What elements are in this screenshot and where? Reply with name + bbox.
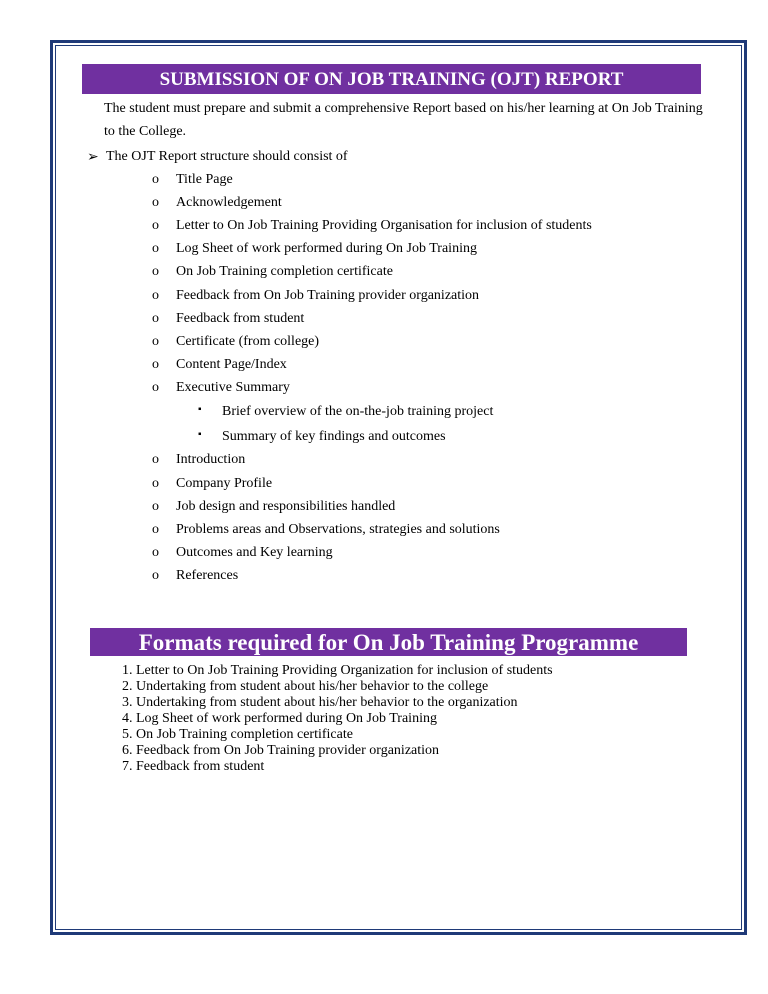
arrow-bullet-icon: ➢: [87, 150, 99, 165]
square-bullet-icon: ▪: [198, 404, 202, 415]
circle-bullet-icon: o: [152, 499, 159, 514]
circle-bullet-icon: o: [152, 522, 159, 537]
structure-label: The OJT Report structure should consist of: [106, 149, 348, 164]
circle-bullet-icon: o: [152, 172, 159, 187]
format-item: 2. Undertaking from student about his/her behavior to the college: [122, 679, 489, 694]
circle-bullet-icon: o: [152, 357, 159, 372]
section-title-formats: Formats required for On Job Training Programme: [90, 628, 687, 656]
intro-paragraph: The student must prepare and submit a comprehensive Report based on his/her learning at On Job Training to the College.: [104, 101, 703, 139]
circle-bullet-icon: o: [152, 311, 159, 326]
format-item: 5. On Job Training completion certificate: [122, 727, 353, 742]
format-item: 3. Undertaking from student about his/her behavior to the organization: [122, 695, 518, 710]
circle-bullet-icon: o: [152, 264, 159, 279]
section-title-ojt-report: SUBMISSION OF ON JOB TRAINING (OJT) REPORT: [82, 64, 701, 94]
circle-bullet-icon: o: [152, 545, 159, 560]
circle-bullet-icon: o: [152, 218, 159, 233]
format-item: 4. Log Sheet of work performed during On Job Training: [122, 711, 437, 726]
format-item: 7. Feedback from student: [122, 759, 265, 774]
circle-bullet-icon: o: [152, 241, 159, 256]
circle-bullet-icon: o: [152, 476, 159, 491]
circle-bullet-icon: o: [152, 380, 159, 395]
square-bullet-icon: ▪: [198, 429, 202, 440]
circle-bullet-icon: o: [152, 568, 159, 583]
circle-bullet-icon: o: [152, 334, 159, 349]
circle-bullet-icon: o: [152, 195, 159, 210]
format-item: 6. Feedback from On Job Training provider organization: [122, 743, 440, 758]
format-item: 1. Letter to On Job Training Providing Organization for inclusion of students: [122, 663, 553, 678]
circle-bullet-icon: o: [152, 452, 159, 467]
formats-list: [122, 663, 553, 775]
circle-bullet-icon: o: [152, 288, 159, 303]
